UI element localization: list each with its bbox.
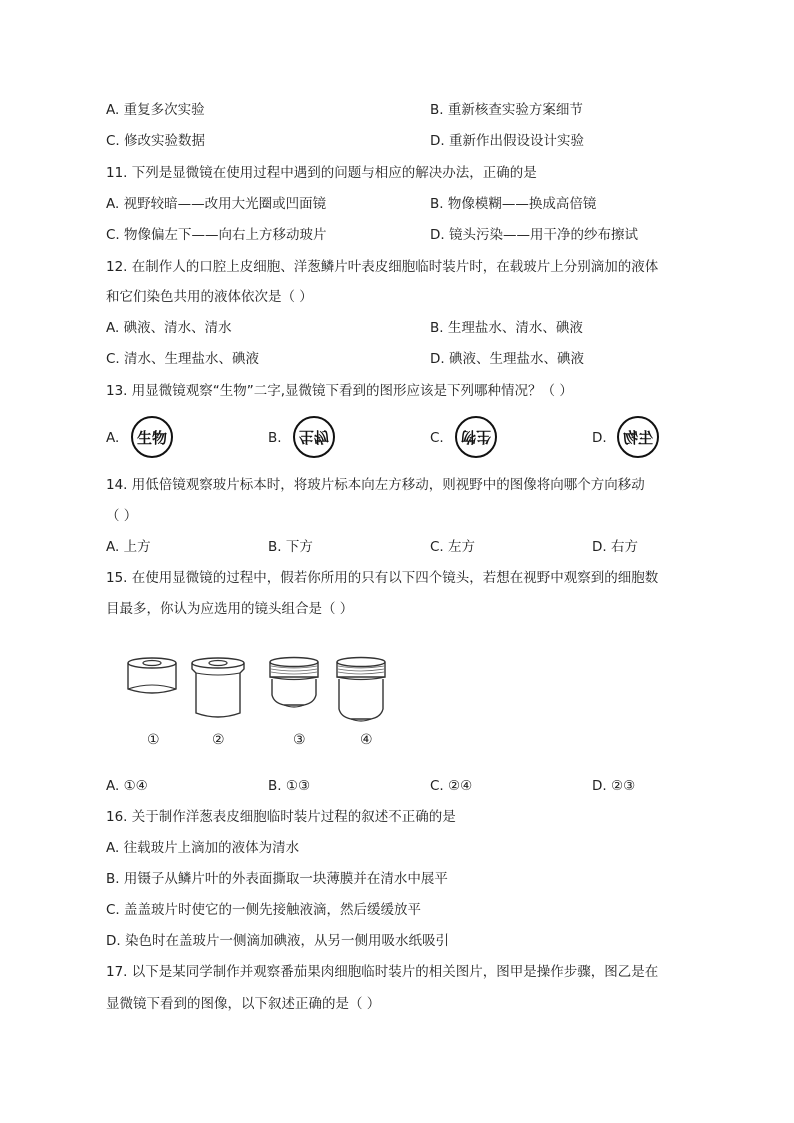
q13-option-b-figure bbox=[293, 416, 335, 458]
q15-stem-line1: 15. 在使用显微镜的过程中，假若你所用的只有以下四个镜头，若想在视野中观察到的细胞数 bbox=[106, 570, 659, 586]
lens-1-label: ① bbox=[147, 732, 160, 748]
q16-stem: 16. 关于制作洋葱表皮细胞临时装片过程的叙述不正确的是 bbox=[106, 809, 456, 825]
q16-option-d: D. 染色时在盖玻片一侧滴加碘液，从另一侧用吸水纸吸引 bbox=[106, 933, 449, 949]
q15-option-c: C. ②④ bbox=[430, 778, 473, 794]
q13-option-a-label: A. bbox=[106, 430, 120, 446]
q14-stem-line1: 14. 用低倍镜观察玻片标本时，将玻片标本向左方移动，则视野中的图像将向哪个方向移动 bbox=[106, 477, 645, 493]
q17-stem-line1: 17. 以下是某同学制作并观察番茄果肉细胞临时装片的相关图片，图甲是操作步骤，图乙是在 bbox=[106, 964, 659, 980]
q13-option-c-figure bbox=[455, 416, 497, 458]
lens-3-label: ③ bbox=[293, 732, 306, 748]
q13-option-c-label: C. bbox=[430, 430, 444, 446]
q13-option-d-label: D. bbox=[592, 430, 607, 446]
q13-option-d-figure bbox=[617, 416, 659, 458]
q11-option-d: D. 镜头污染——用干净的纱布擦试 bbox=[430, 227, 638, 243]
q10-option-c: C. 修改实验数据 bbox=[106, 133, 206, 149]
q13-option-b-label: B. bbox=[268, 430, 282, 446]
q16-option-a: A. 往载玻片上滴加的液体为清水 bbox=[106, 840, 300, 856]
q13-stem: 13. 用显微镜观察“生物”二字,显微镜下看到的图形应该是下列哪种情况？（ ） bbox=[106, 383, 573, 399]
lens-2-eyepiece-long-figure bbox=[188, 655, 248, 721]
q11-option-c: C. 物像偏左下——向右上方移动玻片 bbox=[106, 227, 327, 243]
q14-option-c: C. 左方 bbox=[430, 539, 476, 555]
q14-option-b: B. 下方 bbox=[268, 539, 313, 555]
q13-option-a-glyph: 生物 bbox=[136, 428, 167, 447]
q12-option-d: D. 碘液、生理盐水、碘液 bbox=[430, 351, 584, 367]
q13-option-b-glyph: 生物 bbox=[298, 427, 329, 446]
q10-option-b: B. 重新核查实验方案细节 bbox=[430, 102, 583, 118]
lens-4-objective-long-figure bbox=[333, 655, 389, 727]
q12-stem-line2: 和它们染色共用的液体依次是（ ） bbox=[106, 289, 313, 305]
q11-stem: 11. 下列是显微镜在使用过程中遇到的问题与相应的解决办法，正确的是 bbox=[106, 165, 537, 181]
q10-option-a: A. 重复多次实验 bbox=[106, 102, 205, 118]
q16-option-b: B. 用镊子从鳞片叶的外表面撕取一块薄膜并在清水中展平 bbox=[106, 871, 448, 887]
q12-option-c: C. 清水、生理盐水、碘液 bbox=[106, 351, 260, 367]
q12-option-b: B. 生理盐水、清水、碘液 bbox=[430, 320, 583, 336]
q15-stem-line2: 目最多，你认为应选用的镜头组合是（ ） bbox=[106, 601, 354, 617]
q15-option-b: B. ①③ bbox=[268, 778, 311, 794]
q12-option-a: A. 碘液、清水、清水 bbox=[106, 320, 232, 336]
q14-option-a: A. 上方 bbox=[106, 539, 151, 555]
q14-option-d: D. 右方 bbox=[592, 539, 638, 555]
lens-3-objective-short-figure bbox=[266, 655, 322, 713]
q10-option-d: D. 重新作出假设设计实验 bbox=[430, 133, 584, 149]
lens-1-eyepiece-short-figure bbox=[124, 655, 180, 700]
q14-stem-line2: （ ） bbox=[106, 508, 138, 524]
lens-2-label: ② bbox=[212, 732, 225, 748]
q15-option-a: A. ①④ bbox=[106, 778, 148, 794]
q17-stem-line2: 显微镜下看到的图像，以下叙述正确的是（ ） bbox=[106, 996, 381, 1012]
q16-option-c: C. 盖盖玻片时使它的一侧先接触液滴，然后缓缓放平 bbox=[106, 902, 422, 918]
q13-option-a-figure bbox=[131, 416, 173, 458]
q13-option-d-glyph: 生物 bbox=[622, 428, 653, 447]
q11-option-b: B. 物像模糊——换成高倍镜 bbox=[430, 196, 597, 212]
q15-option-d: D. ②③ bbox=[592, 778, 636, 794]
q11-option-a: A. 视野较暗——改用大光圈或凹面镜 bbox=[106, 196, 327, 212]
lens-4-label: ④ bbox=[360, 732, 373, 748]
q12-stem-line1: 12. 在制作人的口腔上皮细胞、洋葱鳞片叶表皮细胞临时装片时，在载玻片上分别滴加的液体 bbox=[106, 259, 659, 275]
q13-option-c-glyph: 生物 bbox=[460, 427, 491, 446]
